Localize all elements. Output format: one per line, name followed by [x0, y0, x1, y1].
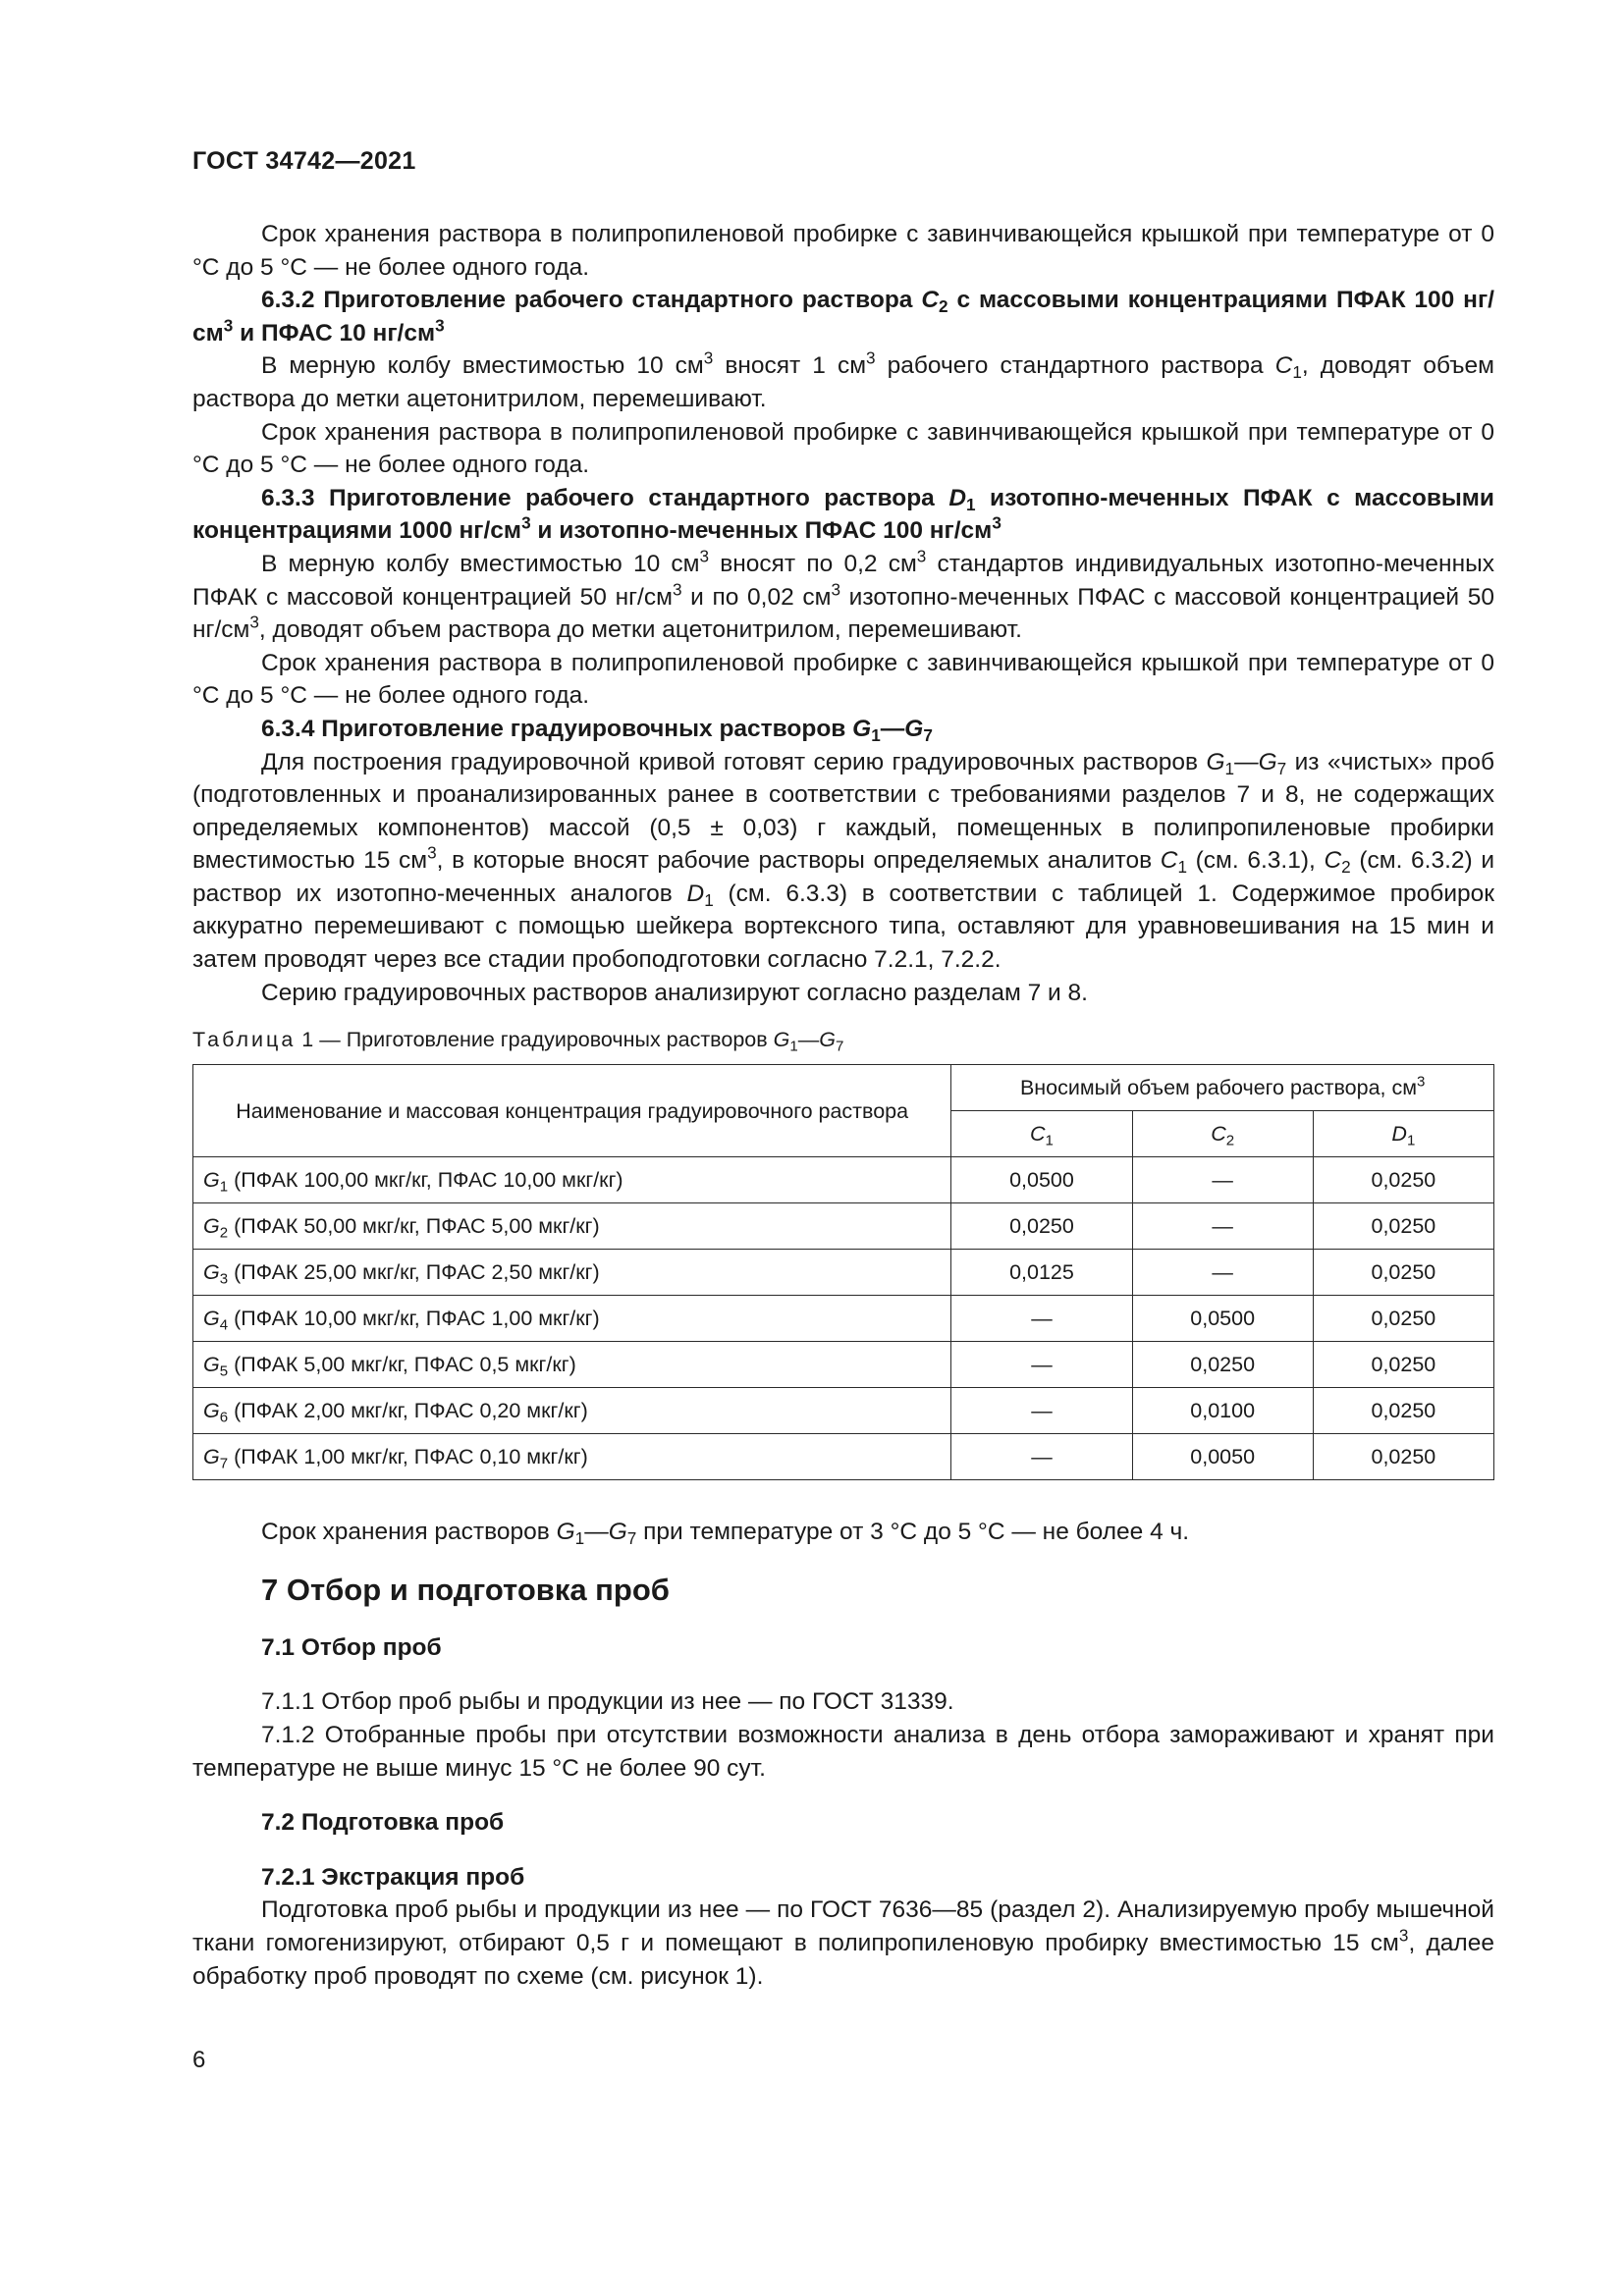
row-label: $G_4$ (ПФАК 10,00 мкг/кг, ПФАС 1,00 мкг/кг) [193, 1296, 951, 1342]
heading-6-3-2: 6.3.2 Приготовление рабочего стандартного раствора $C_2$ с массовыми концентрациями ПФАК 100 $нг/см^3$ и ПФАС 10 $нг/см^3$ [192, 287, 1494, 347]
row-label: $G_1$ (ПФАК 100,00 мкг/кг, ПФАС 10,00 мкг/кг) [193, 1157, 951, 1203]
row-label: $G_3$ (ПФАК 25,00 мкг/кг, ПФАС 2,50 мкг/кг) [193, 1250, 951, 1296]
row-label: $G_6$ (ПФАК 2,00 мкг/кг, ПФАС 0,20 мкг/кг) [193, 1388, 951, 1434]
paragraph-series-analysis: Серию градуировочных растворов анализируют согласно разделам 7 и 8. [261, 979, 1088, 1006]
cell-c1: 0,0500 [951, 1157, 1132, 1203]
cell-d1: 0,0250 [1313, 1157, 1493, 1203]
cell-c2: — [1132, 1250, 1313, 1296]
cell-d1: 0,0250 [1313, 1388, 1493, 1434]
table-header-name: Наименование и массовая концентрация градуировочного раствора [193, 1065, 951, 1157]
storage-paragraph-2: Срок хранения раствора в полипропиленовой пробирке с завинчивающейся крышкой при температуре от 0 °C до 5 °C — не более одного года. [192, 418, 1494, 479]
page-number: 6 [192, 2047, 206, 2073]
section-7-2-title: 7.2 Подготовка проб [261, 1809, 505, 1837]
row-label: $G_2$ (ПФАК 50,00 мкг/кг, ПФАС 5,00 мкг/кг) [193, 1203, 951, 1250]
paragraph-7-2-1: Подготовка проб рыбы и продукции из нее — по ГОСТ 7636—85 (раздел 2). Анализируемую пробу мышечной ткани гомогенизируют, отбирают 0,5 г и помещают в полипропиленовую пробирку вместимостью 15 $см^3$, далее обработку проб проводят по схеме (см. рисунок 1). [192, 1896, 1494, 1990]
cell-c2: — [1132, 1157, 1313, 1203]
table-row [193, 1157, 1494, 1203]
storage-paragraph-1: Срок хранения раствора в полипропиленовой пробирке с завинчивающейся крышкой при температуре от 0 °C до 5 °C — не более одного года. [192, 221, 1494, 281]
paragraph-7-1-1: 7.1.1 Отбор проб рыбы и продукции из нее — по ГОСТ 31339. [261, 1688, 954, 1716]
document-body [192, 218, 1494, 1993]
table-row [193, 1203, 1494, 1250]
cell-c2: 0,0500 [1132, 1296, 1313, 1342]
table-header-volume: Вносимый объем рабочего раствора, $см^3$ [951, 1065, 1494, 1111]
section-7-2-1-title: 7.2.1 Экстракция проб [261, 1863, 525, 1891]
table-subheader-c2: $C_2$ [1132, 1111, 1313, 1157]
section-7-title: 7 Отбор и подготовка проб [261, 1572, 670, 1607]
paragraph-7-1-2: 7.1.2 Отобранные пробы при отсутствии возможности анализа в день отбора замораживают и хранят при температуре не выше минус 15 °C не более 90 сут. [192, 1722, 1494, 1782]
cell-d1: 0,0250 [1313, 1296, 1493, 1342]
cell-c2: — [1132, 1203, 1313, 1250]
heading-6-3-4: 6.3.4 Приготовление градуировочных растворов $G_1—G_7$ [261, 715, 933, 746]
cell-c2: 0,0250 [1132, 1342, 1313, 1388]
cell-c1: 0,0125 [951, 1250, 1132, 1296]
table-caption: Таблица 1 — Приготовление градуировочных растворов $G_1—G_7$ [192, 1028, 844, 1055]
cell-d1: 0,0250 [1313, 1203, 1493, 1250]
cell-c2: 0,0050 [1132, 1434, 1313, 1480]
cell-d1: 0,0250 [1313, 1250, 1493, 1296]
table-row [193, 1342, 1494, 1388]
cell-c2: 0,0100 [1132, 1388, 1313, 1434]
cell-c1: — [951, 1296, 1132, 1342]
paragraph-6-3-2: В мерную колбу вместимостью 10 $см^3$ вносят 1 $см^3$ рабочего стандартного раствора $C_1$, доводят объем раствора до метки ацетонитрилом, перемешивают. [192, 347, 1494, 412]
cell-c1: — [951, 1342, 1132, 1388]
cell-d1: 0,0250 [1313, 1342, 1493, 1388]
table-subheader-c1: $C_1$ [951, 1111, 1132, 1157]
storage-paragraph-3: Срок хранения раствора в полипропиленовой пробирке с завинчивающейся крышкой при температуре от 0 °C до 5 °C — не более одного года. [192, 649, 1494, 710]
row-label: $G_5$ (ПФАК 5,00 мкг/кг, ПФАС 0,5 мкг/кг) [193, 1342, 951, 1388]
paragraph-6-3-4: Для построения градуировочной кривой готовят серию градуировочных растворов $G_1—G_7$ из «чистых» проб (подготовленных и проанализированных ранее в соответствии с требованиями разделов 7 и 8, не содержащих определяемых компонентов) массой (0,5 ± 0,03) г каждый, помещенных в полипропиленовые пробирки вместимостью 15 $см^3$, в которые вносят рабочие растворы определяемых аналитов $C_1$ (см. 6.3.1), $C_2$ (см. 6.3.2) и раствор их изотопно-меченных аналогов $D_1$ (см. 6.3.3) в соответствии с таблицей 1. Содержимое пробирок аккуратно перемешивают с помощью шейкера вортексного типа, оставляют для уравновешивания на 15 мин и затем проводят через все стадии пробоподготовки согласно 7.2.1, 7.2.2. [192, 748, 1495, 974]
storage-paragraph-g-series: Срок хранения растворов $G_1—G_7$ при температуре от 3 °C до 5 °C — не более 4 ч. [261, 1519, 1190, 1549]
row-label: $G_7$ (ПФАК 1,00 мкг/кг, ПФАС 0,10 мкг/кг) [193, 1434, 951, 1480]
table-subheader-d1: $D_1$ [1313, 1111, 1493, 1157]
section-7-1-title: 7.1 Отбор проб [261, 1633, 442, 1661]
document-header: ГОСТ 34742—2021 [192, 147, 416, 175]
calibration-table [192, 1064, 1494, 1480]
table-header-row [193, 1065, 1494, 1111]
table-row [193, 1296, 1494, 1342]
table-row [193, 1434, 1494, 1480]
heading-6-3-3: 6.3.3 Приготовление рабочего стандартного раствора $D_1$ изотопно-меченных ПФАК с массовыми концентрациями 1000 $нг/см^3$ и изотопно-меченных ПФАС 100 $нг/см^3$ [192, 484, 1494, 545]
cell-c1: 0,0250 [951, 1203, 1132, 1250]
cell-c1: — [951, 1388, 1132, 1434]
table-row [193, 1250, 1494, 1296]
cell-c1: — [951, 1434, 1132, 1480]
paragraph-6-3-3: В мерную колбу вместимостью 10 $см^3$ вносят по 0,2 $см^3$ стандартов индивидуальных изотопно-меченных ПФАК с массовой концентрацией 50 $нг/см^3$ и по 0,02 $см^3$ изотопно-меченных ПФАС с массовой концентрацией 50 $нг/см^3$, доводят объем раствора до метки ацетонитрилом, перемешивают. [192, 546, 1494, 644]
table-row [193, 1388, 1494, 1434]
cell-d1: 0,0250 [1313, 1434, 1493, 1480]
